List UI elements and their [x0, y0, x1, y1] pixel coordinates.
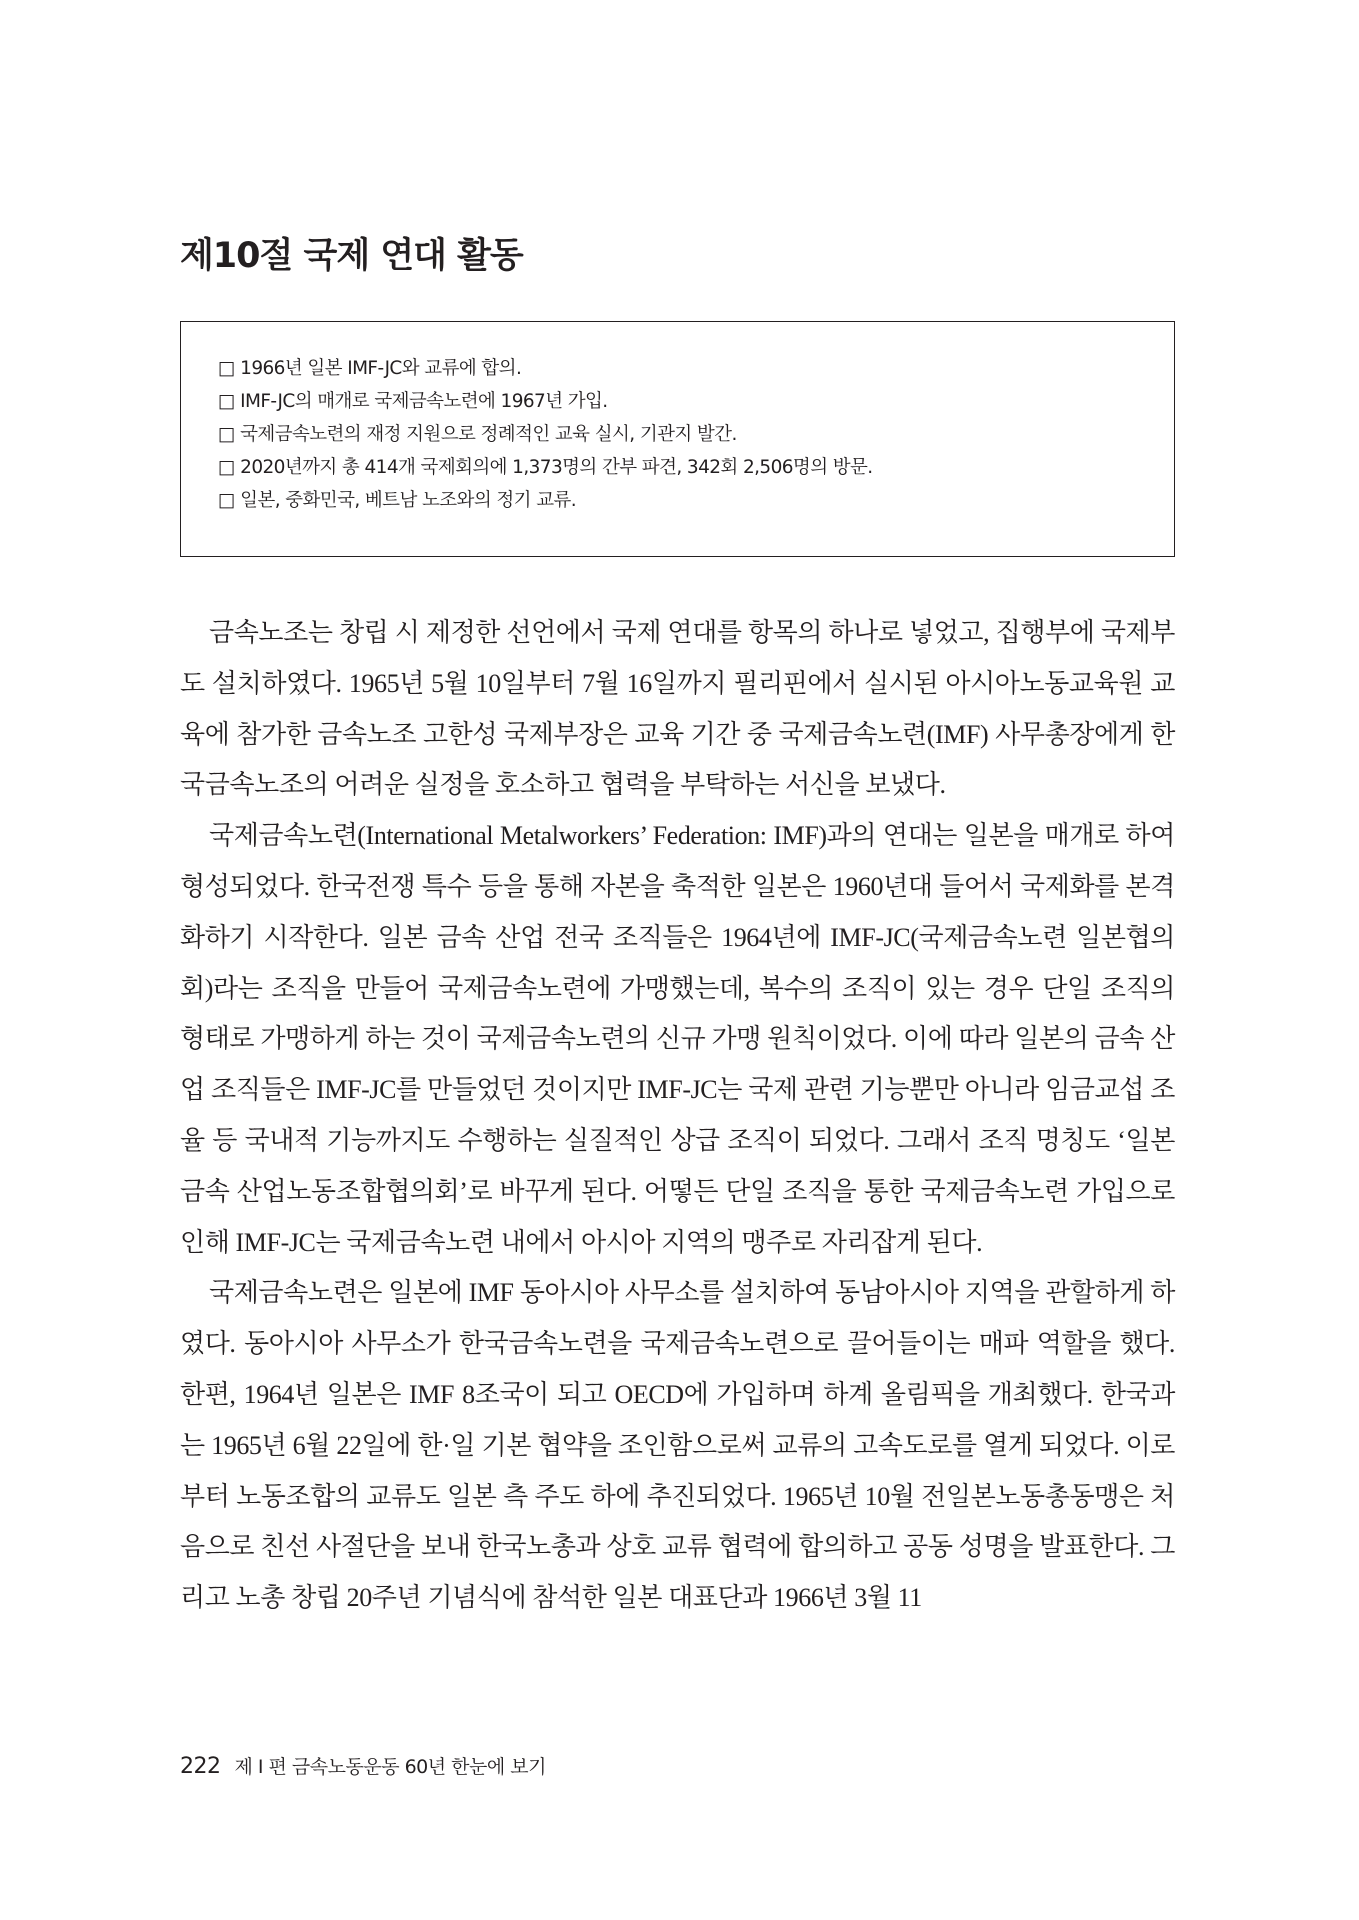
page-number: 222 — [180, 1754, 221, 1779]
body-paragraph: 금속노조는 창립 시 제정한 선언에서 국제 연대를 항목의 하나로 넣었고, 집행부에 국제부도 설치하였다. 1965년 5월 10일부터 7월 16일까지 필리핀에서 실시된 아시아노동교육원 교육에 참가한 금속노조 고한성 국제부장은 교육 기간 중 국제금속노련(IMF) 사무총장에게 한국금속노조의 어려운 실정을 호소하고 협력을 부탁하는 서신을 보냈다. — [180, 618, 1175, 800]
body-paragraph: 국제금속노련(International Metalworkers’ Federation: IMF)과의 연대는 일본을 매개로 하여 형성되었다. 한국전쟁 특수 등을 통해 자본을 축적한 일본은 1960년대 들어서 국제화를 본격화하기 시작한다. 일본 금속 산업 전국 조직들은 1964년에 IMF-JC(국제금속노련 일본협의회)라는 조직을 만들어 국제금속노련에 가맹했는데, 복수의 조직이 있는 경우 단일 조직의 형태로 가맹하게 하는 것이 국제금속노련의 신규 가맹 원칙이었다. 이에 따라 일본의 금속 산업 조직들은 IMF-JC를 만들었던 것이지만 IMF-JC는 국제 관련 기능뿐만 아니라 임금교섭 조율 등 국내적 기능까지도 수행하는 실질적인 상급 조직이 되었다. 그래서 조직 명칭도 ‘일본 금속 산업노동조합협의회’로 바꾸게 된다. 어떻든 단일 조직을 통한 국제금속노련 가입으로 인해 IMF-JC는 국제금속노련 내에서 아시아 지역의 맹주로 자리잡게 된다. — [180, 821, 1175, 1257]
page-footer — [180, 1752, 546, 1779]
body-paragraph: 국제금속노련은 일본에 IMF 동아시아 사무소를 설치하여 동남아시아 지역을 관할하게 하였다. 동아시아 사무소가 한국금속노련을 국제금속노련으로 끌어들이는 매파 역할을 했다. 한편, 1964년 일본은 IMF 8조국이 되고 OECD에 가입하며 하계 올림픽을 개최했다. 한국과는 1965년 6월 22일에 한·일 기본 협약을 조인함으로써 교류의 고속도로를 열게 되었다. 이로부터 노동조합의 교류도 일본 측 주도 하에 추진되었다. 1965년 10월 전일본노동총동맹은 처음으로 친선 사절단을 보내 한국노총과 상호 교류 협력에 합의하고 공동 성명을 발표한다. 그리고 노총 창립 20주년 기념식에 참석한 일본 대표단과 1966년 3월 11 — [180, 1278, 1175, 1613]
running-footer-label: 제 I 편 금속노동운동 60년 한눈에 보기 — [234, 1756, 546, 1778]
summary-item: □ IMF-JC의 매개로 국제금속노련에 1967년 가입. — [218, 391, 608, 412]
summary-item: □ 2020년까지 총 414개 국제회의에 1,373명의 간부 파견, 342회 2,506명의 방문. — [218, 457, 873, 478]
summary-list — [218, 352, 1174, 517]
section-title: 제10절 국제 연대 활동 — [180, 236, 523, 276]
summary-item: □ 일본, 중화민국, 베트남 노조와의 정기 교류. — [218, 490, 577, 511]
body-text — [180, 608, 1175, 1624]
summary-box — [180, 321, 1175, 557]
summary-item: □ 국제금속노련의 재정 지원으로 정례적인 교육 실시, 기관지 발간. — [218, 424, 737, 445]
summary-item: □ 1966년 일본 IMF-JC와 교류에 합의. — [218, 358, 522, 379]
